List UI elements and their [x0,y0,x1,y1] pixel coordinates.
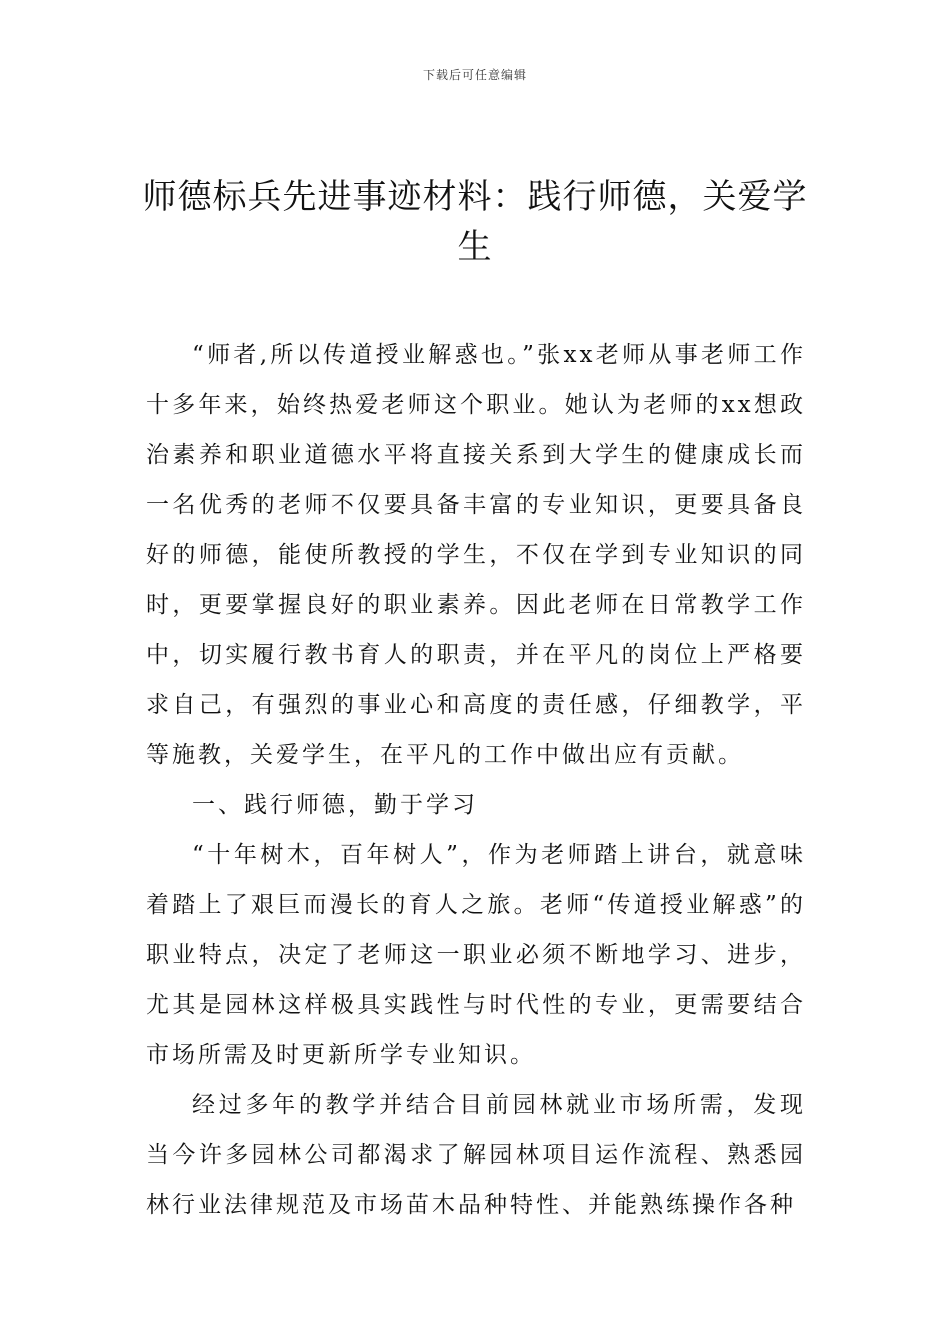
paragraph-intro: “师者,所以传道授业解惑也。”张xx老师从事老师工作十多年来，始终热爱老师这个职业。她认为老师的xx想政治素养和职业道德水平将直接关系到大学生的健康成长而一名优秀的老师不仅要具备丰富的专业知识，更要具备良好的师德，能使所教授的学生，不仅在学到专业知识的同时，更要掌握良好的职业素养。因此老师在日常教学工作中，切实履行教书育人的职责，并在平凡的岗位上严格要求自己，有强烈的事业心和高度的责任感，仔细教学，平等施教，关爱学生，在平凡的工作中做出应有贡献。 [146,342,806,768]
paragraph-market: 经过多年的教学并结合目前园林就业市场所需，发现当今许多园林公司都渴求了解园林项目运作流程、熟悉园林行业法律规范及市场苗木品种特性、并能熟练操作各种 [146,1092,806,1218]
section-heading-1: 一、践行师德，勤于学习 [192,792,478,818]
document-body [146,330,806,1230]
header-note: 下载后可任意编辑 [422,68,527,82]
paragraph-learning: “十年树木，百年树人”，作为老师踏上讲台，就意味着踏上了艰巨而漫长的育人之旅。老师“传道授业解惑”的职业特点，决定了老师这一职业必须不断地学习、进步，尤其是园林这样极具实践性与时代性的专业，更需要结合市场所需及时更新所学专业知识。 [146,842,806,1068]
document-title: 师德标兵先进事迹材料：践行师德，关爱学生 [142,177,808,267]
